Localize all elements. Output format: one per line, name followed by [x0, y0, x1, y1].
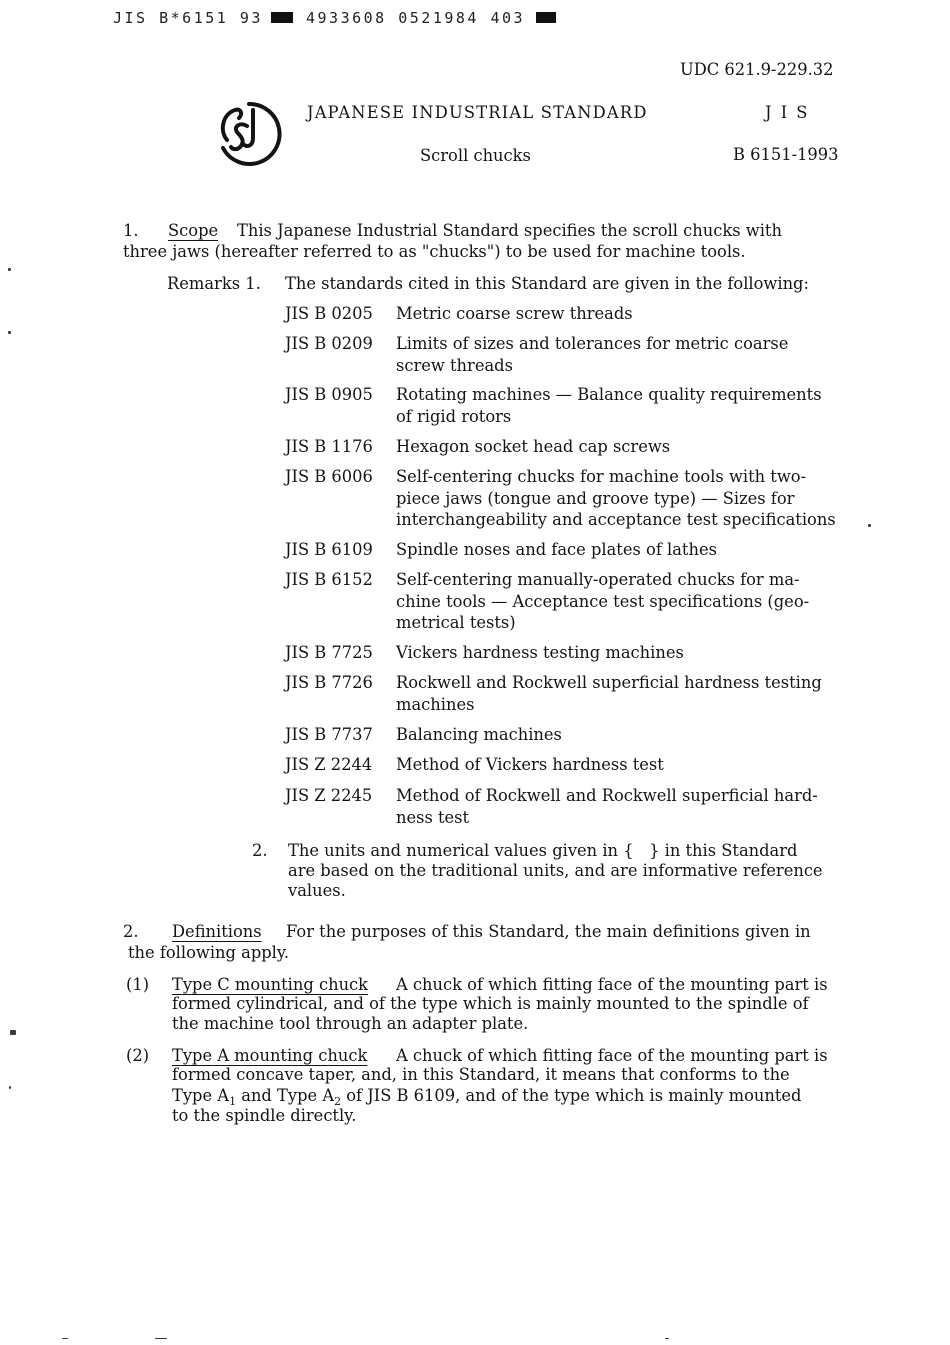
standard-code: JIS B 7726 [285, 673, 373, 692]
standard-code: JIS Z 2245 [285, 786, 373, 805]
definition-term: Type A mounting chuck [172, 1046, 368, 1065]
scan-header-code-right: 4933608 0521984 403 [306, 9, 526, 27]
standard-title [396, 724, 562, 746]
remarks-note-line: values. [288, 881, 346, 900]
standard-code: JIS B 6152 [285, 570, 373, 589]
scan-speck [868, 524, 871, 527]
jis-mark-icon [213, 100, 283, 170]
definition-text-line: the machine tool through an adapter plate. [172, 1014, 529, 1033]
standard-title [396, 384, 822, 427]
standard-code: JIS B 6006 [285, 467, 373, 486]
standard-title-line: Method of Rockwell and Rockwell superficial hard- [396, 786, 818, 805]
standard-title [396, 436, 670, 458]
standard-code: JIS B 1176 [285, 437, 373, 456]
standard-title-line: machines [396, 694, 475, 714]
definition-text-line [172, 1086, 801, 1106]
definition-text-line: formed cylindrical, and of the type which is mainly mounted to the spindle of [172, 994, 809, 1013]
definition-text-segment: and Type A [236, 1086, 335, 1105]
remarks-note-line: The units and numerical values given in { } in this Standard [288, 841, 798, 860]
scan-speck [665, 1338, 669, 1339]
remarks-intro: The standards cited in this Standard are given in the following: [285, 274, 809, 293]
standard-title [396, 672, 822, 715]
scope-heading: Scope [168, 221, 219, 240]
standard-title [396, 569, 809, 634]
standard-title-line: Limits of sizes and tolerances for metric coarse [396, 334, 789, 353]
organization-name: JAPANESE INDUSTRIAL STANDARD [307, 103, 648, 122]
scan-speck [8, 268, 11, 271]
standard-title [396, 754, 664, 776]
remarks-note-number: 2. [252, 841, 268, 860]
standard-title-line: Rotating machines — Balance quality requirements [396, 385, 822, 404]
udc-number: UDC 621.9-229.32 [680, 60, 834, 79]
standard-title [396, 333, 788, 376]
definition-text-line: formed concave taper, and, in this Standard, it means that conforms to the [172, 1065, 790, 1084]
scan-header-block-mark [536, 12, 556, 23]
scan-speck [8, 331, 11, 334]
definition-text-line: A chuck of which fitting face of the mounting part is [396, 1046, 828, 1065]
scan-speck [62, 1338, 68, 1339]
document-title: Scroll chucks [420, 146, 531, 165]
remarks-note-text [288, 841, 823, 901]
subscript: 2 [334, 1095, 342, 1108]
definition-text-segment: of JIS B 6109, and of the type which is mainly mounted [341, 1086, 802, 1105]
definitions-heading: Definitions [172, 922, 262, 941]
standard-title-line: interchangeability and acceptance test specifications [396, 510, 836, 529]
standard-code: JIS Z 2244 [285, 755, 373, 774]
definition-text-segment: Type A [172, 1086, 230, 1105]
definition-term: Type C mounting chuck [172, 975, 369, 994]
scan-header-block-mark [271, 12, 293, 23]
scope-section-number: 1. [123, 221, 139, 240]
scan-header-code-left: JIS B*6151 93 [113, 9, 263, 27]
jis-label: J I S [765, 103, 810, 122]
definitions-section-number: 2. [123, 922, 139, 941]
subscript: 1 [229, 1095, 237, 1108]
standard-title-line: Self-centering chucks for machine tools with two- [396, 467, 807, 486]
scan-speck [155, 1338, 167, 1339]
standard-title-line: Balancing machines [396, 725, 562, 744]
standard-code: JIS B 7737 [285, 725, 373, 744]
standard-title-line: chine tools — Acceptance test specifications (geo- [396, 591, 810, 611]
standard-title [396, 785, 818, 828]
standard-title-line: piece jaws (tongue and groove type) — Sizes for [396, 488, 795, 508]
definition-text-line: A chuck of which fitting face of the mounting part is [396, 975, 828, 994]
scope-text-line: This Japanese Industrial Standard specifies the scroll chucks with [237, 221, 782, 240]
standard-title [396, 466, 836, 531]
standard-code: JIS B 7725 [285, 643, 373, 662]
standard-title [396, 642, 684, 664]
scan-speck [9, 1086, 11, 1089]
standard-title-line: Hexagon socket head cap screws [396, 437, 671, 456]
standard-title-line: metrical tests) [396, 613, 516, 632]
standard-title-line: Method of Vickers hardness test [396, 755, 664, 774]
remarks-note-line: are based on the traditional units, and are informative reference [288, 861, 823, 880]
standard-title-line: Spindle noses and face plates of lathes [396, 540, 717, 559]
definitions-text-line: the following apply. [128, 943, 290, 962]
standard-code: JIS B 6109 [285, 540, 373, 559]
definition-item-number: (1) [126, 975, 150, 994]
standard-code: JIS B 0209 [285, 334, 373, 353]
standard-title-line: Rockwell and Rockwell superficial hardness testing [396, 673, 822, 692]
scope-text-line: three jaws (hereafter referred to as "chucks") to be used for machine tools. [123, 242, 746, 261]
definition-item-number: (2) [126, 1046, 150, 1065]
standard-title-line: of rigid rotors [396, 406, 512, 426]
standard-title-line: Metric coarse screw threads [396, 304, 633, 323]
standard-title-line: ness test [396, 807, 470, 827]
definition-text-line: to the spindle directly. [172, 1106, 357, 1125]
scan-speck [10, 1030, 16, 1035]
definitions-text-line: For the purposes of this Standard, the main definitions given in [286, 922, 811, 941]
standard-title-line: screw threads [396, 355, 513, 375]
standard-title [396, 303, 633, 325]
standard-title [396, 539, 717, 561]
standard-title-line: Vickers hardness testing machines [396, 643, 684, 662]
standard-title-line: Self-centering manually-operated chucks for ma- [396, 570, 800, 589]
standard-number: B 6151-1993 [733, 145, 839, 164]
standard-code: JIS B 0905 [285, 385, 373, 404]
standard-code: JIS B 0205 [285, 304, 373, 323]
remarks-label: Remarks 1. [167, 274, 261, 293]
